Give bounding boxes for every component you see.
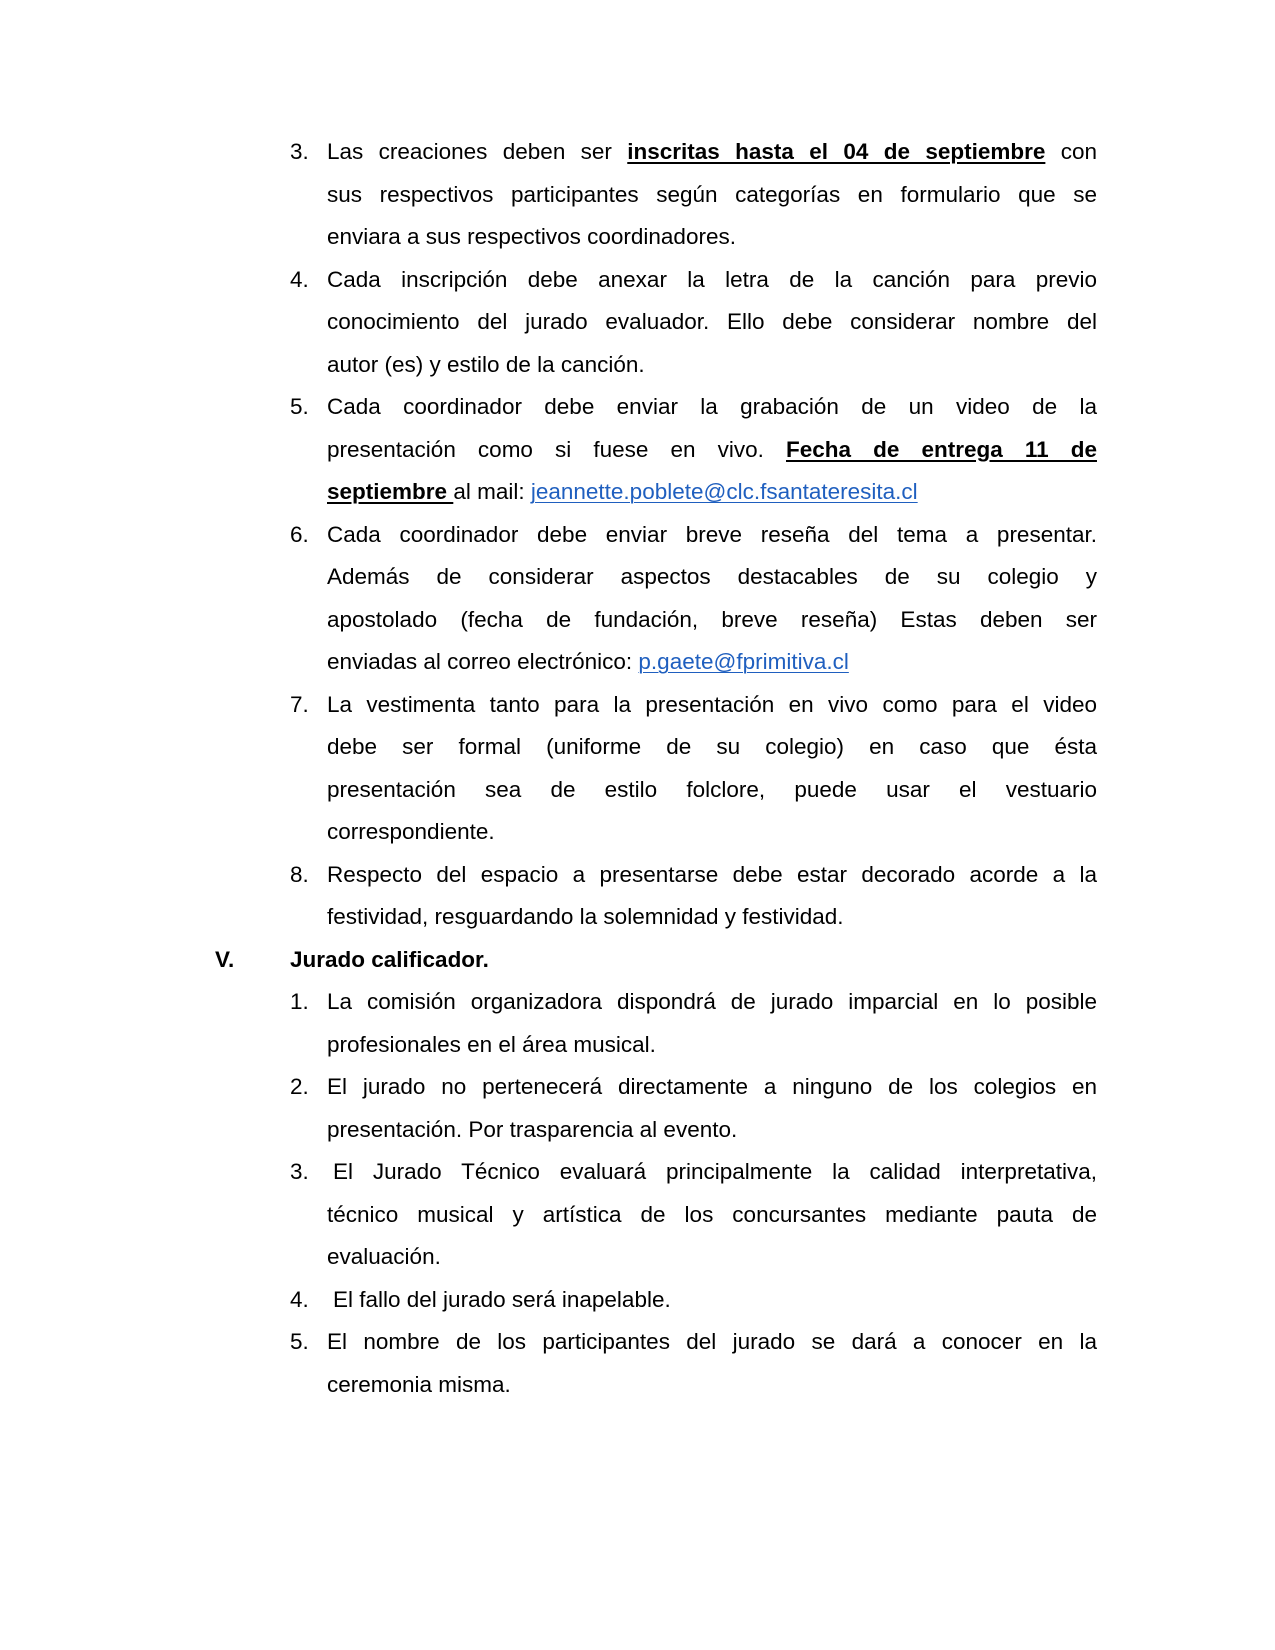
list-item-number: 5. <box>290 1329 309 1354</box>
list-item-number: 4. <box>290 1286 309 1312</box>
text-line <box>0 429 1275 472</box>
list-item <box>0 684 1275 854</box>
text-line <box>0 471 1275 514</box>
list-item-number: 2. <box>290 1074 309 1099</box>
list-item-text <box>327 174 1097 217</box>
list-item <box>0 386 1275 514</box>
list-item-number: 3. <box>290 139 309 164</box>
list-item-number: 1. <box>290 989 309 1014</box>
text-line <box>0 811 1275 854</box>
email-link[interactable]: jeannette.poblete@clc.fsantateresita.cl <box>530 479 918 504</box>
list-item <box>0 1066 1275 1151</box>
list-item-number: 6. <box>290 521 309 547</box>
text-line <box>0 1321 1275 1364</box>
list-item-text <box>333 1279 1097 1322</box>
text-segment: presentación como si fuese en vivo. <box>327 436 786 462</box>
text-segment: El jurado no pertenecerá directamente a ninguno de los colegios en <box>327 1074 1097 1099</box>
text-line <box>0 1066 1275 1109</box>
text-line <box>0 641 1275 684</box>
list-item-text <box>327 131 1097 174</box>
text-segment: evaluación. <box>327 1244 441 1269</box>
list-item-text <box>327 811 1097 854</box>
list-item-text <box>327 1321 1097 1364</box>
text-segment: con <box>1045 139 1097 164</box>
text-segment: al mail: <box>453 479 531 504</box>
emphasized-text: inscritas hasta el 04 de septiembre <box>627 139 1046 164</box>
list-item-text <box>327 981 1097 1024</box>
text-segment: conocimiento del jurado evaluador. Ello debe considerar nombre del <box>327 309 1097 334</box>
text-segment: La comisión organizadora dispondrá de jurado imparcial en lo posible <box>327 989 1097 1014</box>
list-item-text <box>327 769 1097 812</box>
section-v-title: Jurado calificador. <box>290 946 489 972</box>
list-item <box>0 514 1275 684</box>
list-item-text <box>327 1066 1097 1109</box>
text-segment: La vestimenta tanto para la presentación en vivo como para el video <box>327 691 1097 717</box>
text-segment: presentación. Por trasparencia al evento. <box>327 1116 738 1142</box>
text-line <box>0 1151 1275 1194</box>
text-segment: autor (es) y estilo de la canción. <box>327 351 645 377</box>
text-line <box>0 216 1275 259</box>
text-line <box>0 1109 1275 1152</box>
list-item-text <box>327 301 1097 344</box>
text-segment: El fallo del jurado será inapelable. <box>333 1286 671 1312</box>
section-v-heading <box>0 939 1275 982</box>
list-item-text <box>327 514 1097 557</box>
list-item-text <box>327 1024 1097 1067</box>
text-segment: enviara a sus respectivos coordinadores. <box>327 224 736 249</box>
list-item-text <box>327 344 1097 387</box>
list-item-number: 3. <box>290 1159 309 1184</box>
text-segment: correspondiente. <box>327 819 495 844</box>
list-item-number: 8. <box>290 861 309 887</box>
text-segment: ceremonia misma. <box>327 1371 511 1397</box>
text-line <box>0 514 1275 557</box>
list-item-text <box>327 726 1097 769</box>
text-segment: Cada coordinador debe enviar breve reseña del tema a presentar. <box>327 521 1097 547</box>
text-line <box>0 556 1275 599</box>
text-line <box>0 1024 1275 1067</box>
list-item-text <box>327 429 1097 472</box>
list-item <box>0 1321 1275 1406</box>
text-segment: apostolado (fecha de fundación, breve reseña) Estas deben ser <box>327 606 1097 632</box>
text-line <box>0 386 1275 429</box>
text-line <box>0 1236 1275 1279</box>
list-item-number: 7. <box>290 691 309 717</box>
list-item-text <box>327 641 1097 684</box>
list-item-text <box>327 854 1097 897</box>
text-line <box>0 726 1275 769</box>
document-body <box>0 131 1275 1406</box>
text-segment: Cada coordinador debe enviar la grabación de un video de la <box>327 394 1097 419</box>
list-item-text <box>327 599 1097 642</box>
text-segment: técnico musical y artística de los concursantes mediante pauta de <box>327 1201 1097 1227</box>
text-line <box>0 344 1275 387</box>
emphasized-text: septiembre <box>327 479 454 504</box>
text-line <box>0 1194 1275 1237</box>
text-line <box>0 174 1275 217</box>
email-link[interactable]: p.gaete@fprimitiva.cl <box>638 649 849 674</box>
text-line <box>0 301 1275 344</box>
text-line <box>0 1364 1275 1407</box>
list-item-number: 5. <box>290 394 309 419</box>
list-item-text <box>327 1109 1097 1152</box>
list-item-number: 4. <box>290 266 309 292</box>
list-item-text <box>327 684 1097 727</box>
text-line <box>0 854 1275 897</box>
list-item <box>0 1279 1275 1322</box>
text-line <box>0 769 1275 812</box>
section-iv-list <box>0 131 1275 939</box>
text-segment: presentación sea de estilo folclore, puede usar el vestuario <box>327 776 1097 802</box>
list-item <box>0 854 1275 939</box>
list-item-text <box>327 1236 1097 1279</box>
text-segment: sus respectivos participantes según categorías en formulario que se <box>327 181 1097 207</box>
text-line <box>0 981 1275 1024</box>
text-segment: El Jurado Técnico evaluará principalmente la calidad interpretativa, <box>333 1159 1097 1184</box>
text-line <box>0 599 1275 642</box>
list-item-text <box>327 896 1097 939</box>
list-item <box>0 981 1275 1066</box>
list-item-text <box>327 471 1097 514</box>
text-segment: debe ser formal (uniforme de su colegio) en caso que ésta <box>327 734 1097 759</box>
text-line <box>0 684 1275 727</box>
emphasized-text: Fecha de entrega 11 de <box>786 436 1097 462</box>
text-line <box>0 259 1275 302</box>
text-line <box>0 1279 1275 1322</box>
list-item-text <box>327 259 1097 302</box>
text-segment: profesionales en el área musical. <box>327 1031 656 1057</box>
text-line <box>0 131 1275 174</box>
list-item-text <box>327 386 1097 429</box>
list-item <box>0 1151 1275 1279</box>
text-segment: Además de considerar aspectos destacables de su colegio y <box>327 564 1097 589</box>
text-segment: enviadas al correo electrónico: <box>327 649 639 674</box>
text-segment: Respecto del espacio a presentarse debe estar decorado acorde a la <box>327 861 1097 887</box>
list-item-text <box>327 556 1097 599</box>
text-line <box>0 896 1275 939</box>
list-item-text <box>333 1151 1097 1194</box>
list-item-text <box>327 1194 1097 1237</box>
text-segment: Cada inscripción debe anexar la letra de la canción para previo <box>327 266 1097 292</box>
list-item <box>0 259 1275 387</box>
list-item-text <box>327 216 1097 259</box>
text-segment: Las creaciones deben ser <box>327 139 628 164</box>
section-v-list <box>0 981 1275 1406</box>
text-segment: festividad, resguardando la solemnidad y festividad. <box>327 904 844 929</box>
text-segment: El nombre de los participantes del jurado se dará a conocer en la <box>327 1329 1097 1354</box>
list-item <box>0 131 1275 259</box>
section-v-number: V. <box>215 946 235 972</box>
list-item-text <box>327 1364 1097 1407</box>
